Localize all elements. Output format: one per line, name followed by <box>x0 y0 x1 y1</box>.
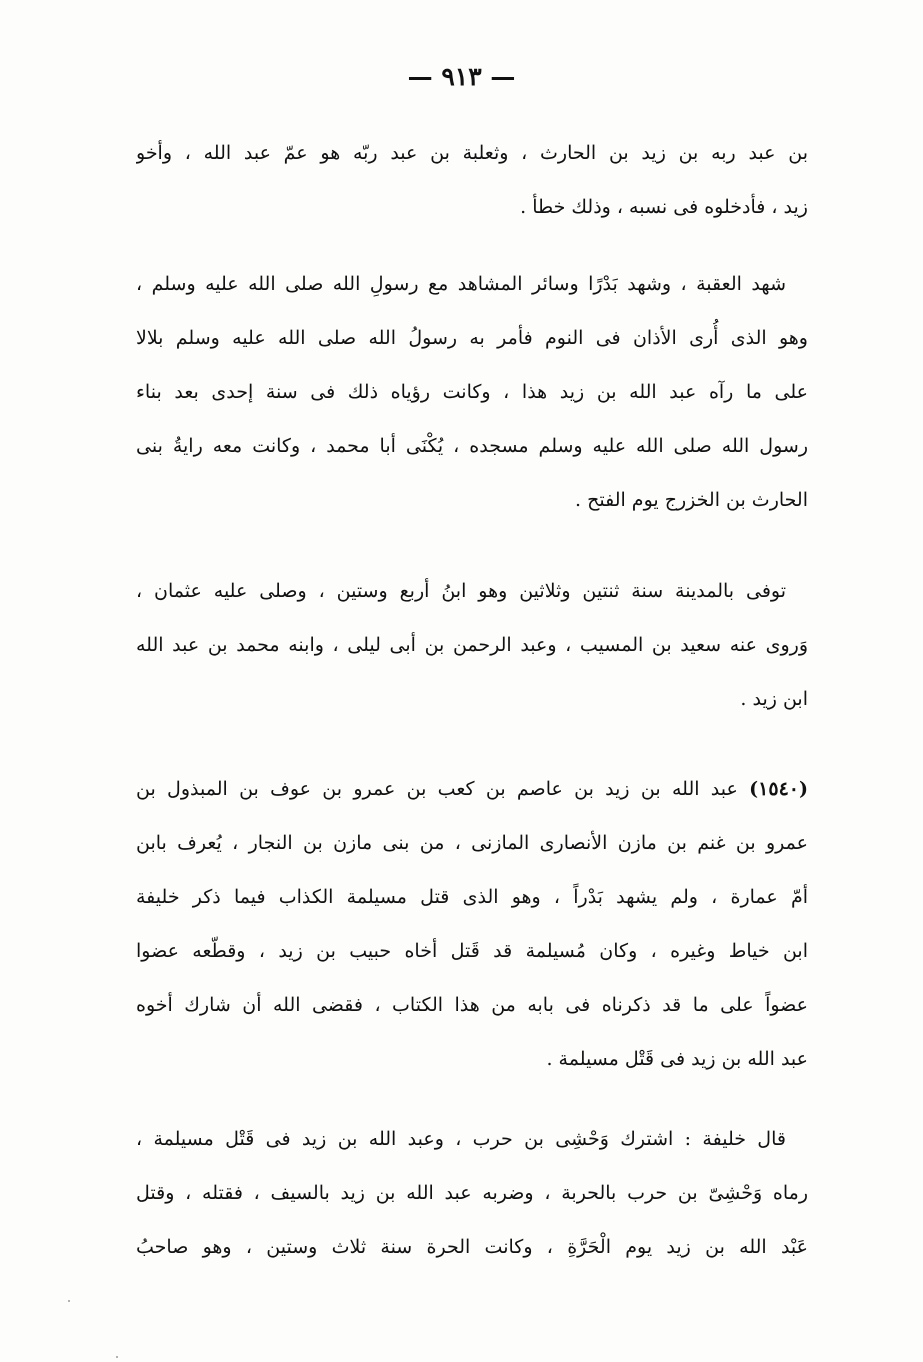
paragraph-lineage-note <box>136 126 808 234</box>
text-line: توفى بالمدينة سنة ثنتين وثلاثين وهو ابنُ أربع وستين ، وصلى عليه عثمان ، <box>136 580 786 602</box>
entry-heading-text: عبد الله بن زيد بن عاصم بن كعب بن عمرو بن عوف بن المبذول بن <box>136 778 738 800</box>
page-number: — ٩١٣ — <box>407 62 516 91</box>
text-line: قال خليفة : اشترك وَحْشِى بن حرب ، وعبد الله بن زيد فى قَتْل مسيلمة ، <box>136 1128 786 1150</box>
text-line: عبد الله بن زيد فى قَتْل مسيلمة . <box>546 1048 808 1070</box>
text-line: عمرو بن غنم بن مازن الأنصارى المازنى ، من بنى مازن بن النجار ، يُعرف بابن <box>136 832 808 854</box>
text-line: الحارث بن الخزرج يوم الفتح . <box>575 489 808 511</box>
text-line: زيد ، فأدخلوه فى نسبه ، وذلك خطأ . <box>520 196 808 218</box>
text-line: وهو الذى أُرى الأذان فى النوم فأمر به رسولُ الله صلى الله عليه وسلم بلالا <box>136 327 808 349</box>
entry-number: (١٥٤٠) <box>749 778 808 800</box>
text-line: عَبْد الله بن زيد يوم الْحَرَّةِ ، وكانت الحرة سنة ثلاث وستين ، وهو صاحبُ <box>136 1236 808 1258</box>
paragraph-entry-1540 <box>136 762 808 1086</box>
text-line: عضواً على ما قد ذكرناه فى بابه من هذا الكتاب ، فقضى الله أن شارك أخوه <box>136 994 808 1016</box>
scan-speck <box>116 1356 118 1358</box>
text-line: رسول الله صلى الله عليه وسلم مسجده ، يُكْنَى أبا محمد ، وكانت معه رايةُ بنى <box>136 435 808 457</box>
text-line: ابن خياط وغيره ، وكان مُسيلمة قد قَتل أخاه حبيب بن زيد ، وقطّعه عضوا <box>136 940 808 962</box>
paragraph-biography <box>136 257 808 527</box>
text-line: بن عبد ربه بن زيد بن الحارث ، وثعلبة بن عبد ربّه هو عمّ عبد الله ، وأخو <box>136 142 808 164</box>
text-line-with-entry-number <box>136 762 808 816</box>
paragraph-khalifa-quote <box>136 1112 808 1274</box>
text-line: شهد العقبة ، وشهد بَدْرًا وسائر المشاهد مع رسولِ الله صلى الله عليه وسلم ، <box>136 273 786 295</box>
text-line: رماه وَحْشِىّ بن حرب بالحربة ، وضربه عبد الله بن زيد بالسيف ، فقتله ، وقتل <box>136 1182 808 1204</box>
paragraph-death-note <box>136 564 808 726</box>
scan-speck <box>68 1300 70 1302</box>
text-line: ابن زيد . <box>740 688 808 710</box>
text-line: أمّ عمارة ، ولم يشهد بَدْراً ، وهو الذى قتل مسيلمة الكذاب فيما ذكر خليفة <box>136 886 808 908</box>
text-line: وَروى عنه سعيد بن المسيب ، وعبد الرحمن بن أبى ليلى ، وابنه محمد بن عبد الله <box>136 634 808 656</box>
text-line: على ما رآه عبد الله بن زيد هذا ، وكانت رؤياه ذلك فى سنة إحدى بعد بناء <box>136 381 808 403</box>
